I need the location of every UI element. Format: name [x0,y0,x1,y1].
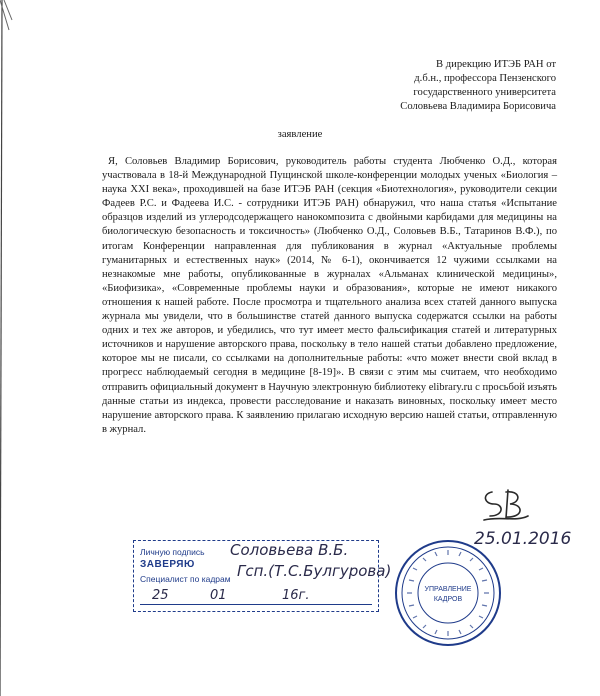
addressee-line: государственного университета [413,87,556,98]
statement-body: Я, Соловьев Владимир Борисович, руководитель работы студента Любченко О.Д., которая участвовала в 18-й Международной Пущинской школе-конференции молодых ученых «Биология – наука XXI века», проходившей на базе ИТЭБ РАН (секция «Биотехнология», руководители секции Фадеев Р.С. и Фадеева И.С. - сотрудники ИТЭБ РАН) обнаружил, что наша статья «Испытание образцов изделий из углеродсодержащего нанокомпозита с двойными карбидами для медицины на биологическую безопасность и токсичность» (Любченко О.Д., Соловьев В.Б., Татаринов В.Ф.), по итогам Конференции направленная для публикования в журнал «Актуальные проблемы гуманитарных и естественных наук» (2014, № 6-1), окончивается 12 чужими ссылками на незнакомые мне работы, опубликованные в журналах «Альманах клинической медицины», «Биофизика», «Современные проблемы науки и образования», которые не имеют никакого отношения к нашей работе. После просмотра и тщательного анализа всех статей данного выпуска журнала мы увидели, что в большинстве статей данного выпуска содержатся ссылки на работы одних и тех же авторов, и убедились, что тут имеет место фальсификация статей и литературных источников и нарушение авторского права, поскольку в тело нашей статьи добавлено предложение, которое мы не писали, со ссылками на дополнительные работы: «что может внести свой вклад в прогресс наблюдаемый сегодня в медицине [8-19]». В связи с этим мы считаем, что необходимо отправить официальный документ в Научную электронную библиотеку elibrary.ru с просьбой изъять данные статьи из индекса, провести расследование и наказать виновных, поскольку имеет место нарушение авторского права. К заявлению прилагаю исходную версию нашей статьи, отправленную в журнал. [102,156,557,435]
handwritten-year: 16г. [282,588,310,603]
handwritten-month: 01 [210,588,227,603]
addressee-block [356,58,556,114]
seal-center-line1: УПРАВЛЕНИЕ [424,586,472,593]
stamp-underline [140,604,372,605]
document-title: заявление [277,129,323,140]
stamp-signature-label: Личную подпись [140,547,205,557]
seal-center-line2: КАДРОВ [433,596,463,603]
handwritten-day: 25 [152,588,169,603]
handwritten-name: Соловьева В.Б. [230,541,349,559]
stamp-specialist-label: Специалист по кадрам [140,574,231,584]
signature-initials [480,486,532,526]
handwritten-date: 25.01.2016 [474,529,572,549]
addressee-line: В дирекцию ИТЭБ РАН от [436,59,556,70]
addressee-line: д.б.н., профессора Пензенского [414,73,556,84]
addressee-line: Соловьева Владимира Борисовича [400,101,556,112]
hr-department-seal [393,538,503,648]
handwritten-staff-signature: Гсп.(Т.С.Булгурова) [237,562,392,580]
stamp-certified-label: ЗАВЕРЯЮ [140,559,195,570]
